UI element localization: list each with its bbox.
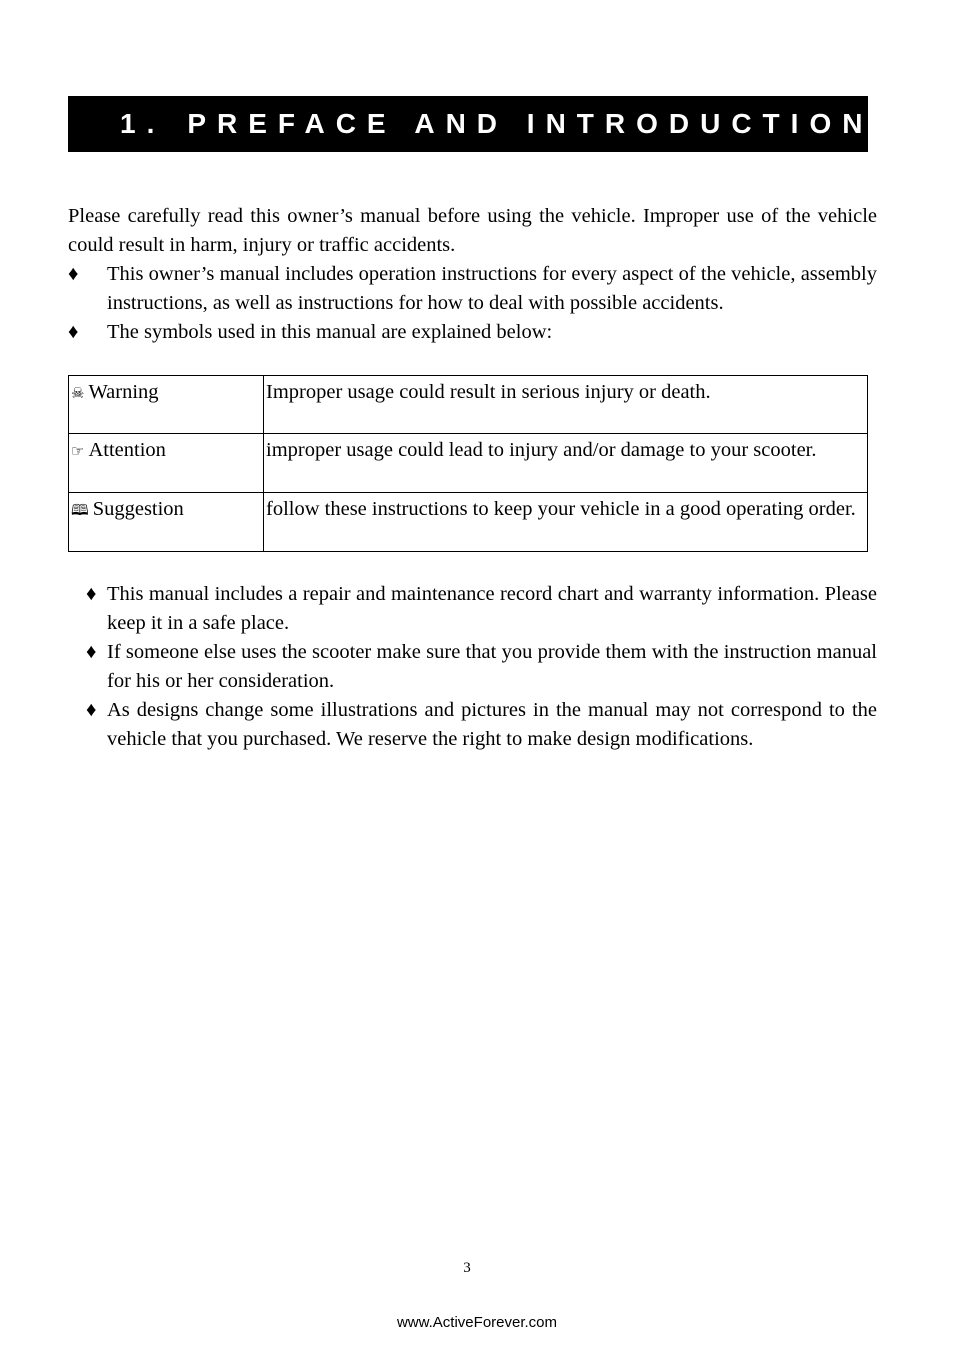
diamond-bullet-icon: ♦ <box>68 263 79 285</box>
skull-icon: ☠ <box>71 384 85 402</box>
symbol-cell <box>69 376 264 434</box>
pointing-hand-icon: ☞ <box>71 442 85 460</box>
diamond-bullet-icon: ♦ <box>86 641 97 663</box>
table-row <box>69 376 868 434</box>
symbol-label: Attention <box>88 439 166 461</box>
bullet-text: The symbols used in this manual are explained below: <box>107 321 553 343</box>
section-title: PREFACE AND INTRODUCTION <box>187 108 874 139</box>
page-number: 3 <box>463 1260 471 1276</box>
symbols-table <box>68 375 868 552</box>
top-bullet-list <box>68 260 877 347</box>
bullet-text: If someone else uses the scooter make sure that you provide them with the instruction manual for his or her consideration. <box>107 641 877 692</box>
list-item <box>68 318 877 347</box>
symbol-label: Suggestion <box>92 498 184 520</box>
bullet-text: This manual includes a repair and maintenance record chart and warranty information. Please keep it in a safe place. <box>107 583 877 634</box>
list-item <box>86 696 877 754</box>
bullet-text: This owner’s manual includes operation instructions for every aspect of the vehicle, assembly instructions, as well as instructions for how to deal with possible accidents. <box>107 263 877 314</box>
footer-url: www.ActiveForever.com <box>396 1314 558 1331</box>
section-title-bar <box>68 96 874 152</box>
list-item <box>86 580 877 638</box>
book-icon: 🕮 <box>71 501 89 519</box>
table-row <box>69 434 868 493</box>
section-number: 1. <box>120 108 166 139</box>
symbol-description: improper usage could lead to injury and/or damage to your scooter. <box>264 434 868 493</box>
symbol-cell <box>69 434 264 493</box>
table-row <box>69 493 868 552</box>
symbol-description: Improper usage could result in serious injury or death. <box>264 376 868 434</box>
bottom-bullet-list <box>86 580 877 754</box>
bullet-text: As designs change some illustrations and pictures in the manual may not correspond to the vehicle that you purchased. We reserve the right to make design modifications. <box>107 699 877 750</box>
list-item <box>86 638 877 696</box>
symbol-label: Warning <box>88 381 159 403</box>
list-item <box>68 260 877 318</box>
diamond-bullet-icon: ♦ <box>86 583 97 605</box>
symbol-cell <box>69 493 264 552</box>
diamond-bullet-icon: ♦ <box>68 321 79 343</box>
intro-paragraph: Please carefully read this owner’s manual before using the vehicle. Improper use of the vehicle could result in harm, injury or traffic accidents. <box>68 205 877 256</box>
symbol-description: follow these instructions to keep your vehicle in a good operating order. <box>264 493 868 552</box>
diamond-bullet-icon: ♦ <box>86 699 97 721</box>
